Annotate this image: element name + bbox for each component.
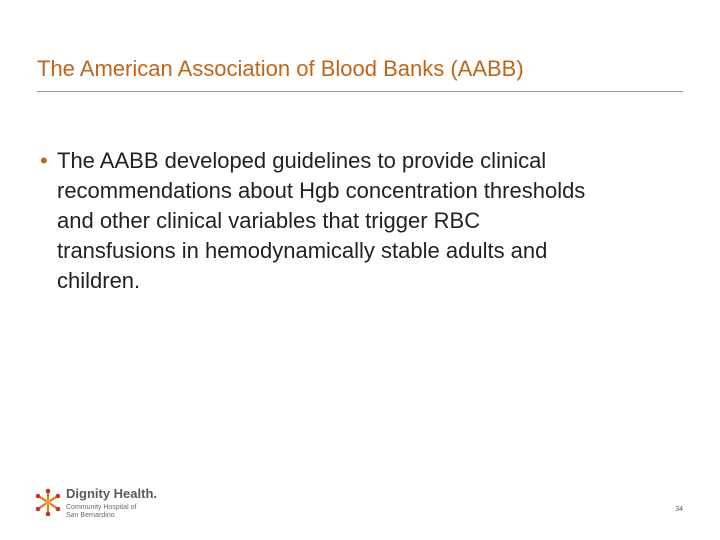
page-number: 34 <box>675 506 683 513</box>
bullet-item <box>40 146 700 296</box>
body-line-2: recommendations about Hgb concentration thresholds <box>57 178 586 203</box>
title-divider <box>37 91 683 92</box>
dignity-health-star-icon <box>33 487 63 517</box>
bullet-marker: • <box>40 148 48 173</box>
logo-subtitle <box>66 504 136 520</box>
bullet-list <box>40 146 700 296</box>
logo-subtitle-line-1: Community Hospital of <box>66 504 137 511</box>
body-line-4: transfusions in hemodynamically stable adults and <box>57 238 548 263</box>
body-line-5: children. <box>57 268 141 293</box>
logo-name: Dignity Health. <box>66 486 158 501</box>
body-line-3: and other clinical variables that trigger RBC <box>57 208 481 233</box>
logo-subtitle-line-2: San Bernardino <box>66 512 115 519</box>
slide-title: The American Association of Blood Banks (AABB) <box>37 56 524 81</box>
dignity-health-logo <box>33 485 193 525</box>
body-line-1: The AABB developed guidelines to provide clinical <box>57 148 547 173</box>
